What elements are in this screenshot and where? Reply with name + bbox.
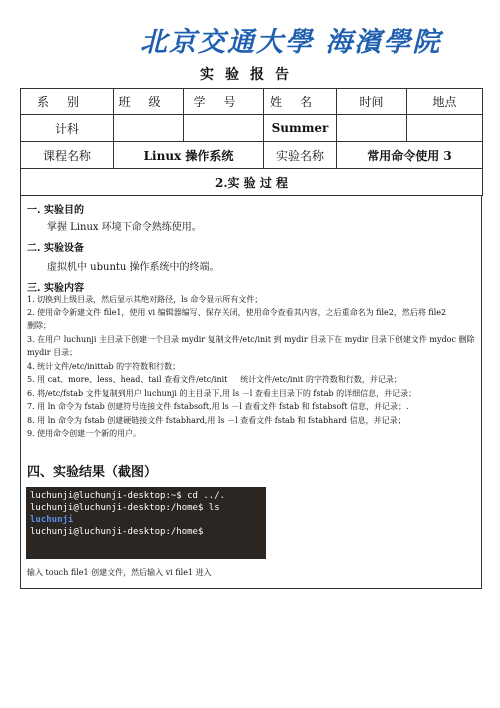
course-row	[21, 142, 483, 169]
equipment-text: 虚拟机中 ubuntu 操作系统中的终端。	[47, 262, 220, 273]
id-value	[184, 115, 264, 142]
task-line: 4. 统计文件/etc/inittab 的字符数和行数；	[27, 362, 181, 371]
terminal-line: luchunji@luchunji-desktop:/home$	[30, 527, 204, 537]
name-label: 姓名	[264, 89, 337, 115]
task-line: 9. 使用命令创建一个新的用户。	[27, 429, 142, 438]
task-line: 删除；	[27, 321, 51, 330]
task-line: 8. 用 ln 命令为 fstab 创建硬链接文件 fstabhard,用 ls －l 查看文件 fstab 和 fstabhard 信息，并记录；	[27, 416, 406, 425]
terminal-directory-listing: luchunji	[30, 515, 74, 525]
terminal-line: luchunji@luchunji-desktop:~$ cd ../.	[30, 491, 226, 501]
place-label: 地点	[407, 89, 483, 115]
screenshot-caption: 输入 touch file1 创建文件，然后输入 vi file1 进入	[27, 568, 212, 577]
name-value: Summer	[264, 115, 337, 142]
terminal-screenshot	[26, 487, 266, 559]
experiment-value: 常用命令使用 3	[337, 142, 483, 169]
class-label: 班级	[114, 89, 184, 115]
place-value	[407, 115, 483, 142]
course-label: 课程名称	[21, 142, 114, 169]
task-line: 2. 使用命令新建文件 file1，使用 vi 编辑器编写、保存关闭，使用命令查看其内容，之后重命名为 file2，然后将 file2	[27, 308, 447, 317]
info-value-row	[21, 115, 483, 142]
info-header-row	[21, 89, 483, 115]
content-heading: 三. 实验内容	[27, 283, 84, 294]
purpose-heading: 一. 实验目的	[27, 205, 84, 216]
id-label: 学号	[184, 89, 264, 115]
process-heading: 2.实 验 过 程	[21, 169, 483, 196]
time-label: 时间	[337, 89, 407, 115]
task-line: 7. 用 ln 命令为 fstab 创建符号连接文件 fstabsoft,用 ls －l 查看文件 fstab 和 fstabsoft 信息，并记录；.	[27, 402, 409, 411]
equipment-heading: 二. 实验设备	[27, 243, 84, 254]
result-heading: 四、实验结果（截图）	[27, 465, 158, 480]
task-line: mydir 目录；	[27, 348, 78, 357]
task-line: 6. 将/etc/fstab 文件复制到用户 luchunji 的主目录下,用 ls －l 查看主目录下的 fstab 的详细信息，并记录；	[27, 389, 417, 398]
info-table	[20, 88, 483, 196]
document-title: 实验报告	[200, 67, 300, 83]
college-logo: 北京交通大學 海濱學院	[140, 27, 442, 58]
dept-value: 计科	[21, 115, 114, 142]
class-value	[114, 115, 184, 142]
time-value	[337, 115, 407, 142]
task-line: 1. 切换到上级目录，然后显示其绝对路径，ls 命令显示所有文件；	[27, 295, 263, 304]
course-value: Linux 操作系统	[114, 142, 264, 169]
process-row	[21, 169, 483, 196]
experiment-label: 实验名称	[264, 142, 337, 169]
task-line: 3. 在用户 luchunji 主目录下创建一个目录 mydir 复制文件/etc/init 到 mydir 目录下在 mydir 目录下创建文件 mydoc 删除	[27, 335, 475, 344]
purpose-text: 掌握 Linux 环境下命令熟练使用。	[47, 222, 202, 233]
terminal-line: luchunji@luchunji-desktop:/home$ ls	[30, 503, 220, 513]
dept-label: 系别	[21, 89, 114, 115]
task-line: 5. 用 cat、more、less、head、tail 查看文件/etc/init 统计文件/etc/init 的字符数和行数，并记录；	[27, 375, 402, 384]
content-area	[20, 195, 482, 589]
